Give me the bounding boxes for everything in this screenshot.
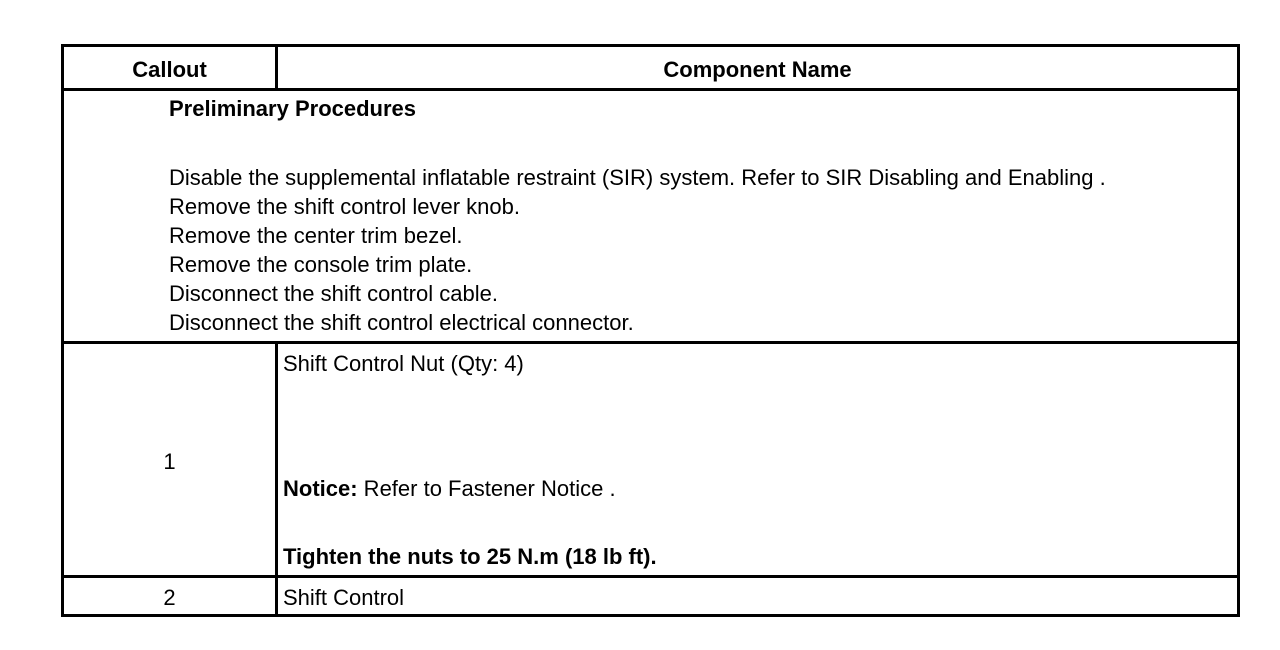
preliminary-step: Disconnect the shift control electrical connector. bbox=[169, 310, 634, 335]
preliminary-step: Remove the shift control lever knob. bbox=[169, 194, 520, 219]
row-2-component: Shift Control bbox=[283, 585, 405, 610]
preliminary-step: Remove the console trim plate. bbox=[169, 252, 473, 277]
preliminary-divider bbox=[64, 341, 1237, 344]
preliminary-step: Remove the center trim bezel. bbox=[169, 223, 463, 248]
header-callout: Callout bbox=[132, 57, 207, 82]
preliminary-step: Disable the supplemental inflatable restraint (SIR) system. Refer to SIR Disabling and Enabling . bbox=[169, 165, 1106, 190]
row-1-component: Shift Control Nut (Qty: 4) bbox=[283, 351, 524, 376]
header-component-name: Component Name bbox=[663, 57, 852, 82]
row-2-callout: 2 bbox=[163, 585, 176, 610]
procedure-table bbox=[61, 44, 1240, 617]
row-1-tighten-spec: Tighten the nuts to 25 N.m (18 lb ft). bbox=[283, 544, 657, 569]
row-1-callout: 1 bbox=[163, 449, 176, 474]
preliminary-step: Disconnect the shift control cable. bbox=[169, 281, 498, 306]
notice-text: Refer to Fastener Notice . bbox=[357, 476, 616, 501]
header-divider bbox=[64, 88, 1237, 91]
notice-label: Notice: bbox=[283, 476, 358, 501]
row-1-divider bbox=[64, 575, 1237, 578]
preliminary-title: Preliminary Procedures bbox=[169, 96, 417, 121]
row-1-notice bbox=[283, 474, 616, 503]
